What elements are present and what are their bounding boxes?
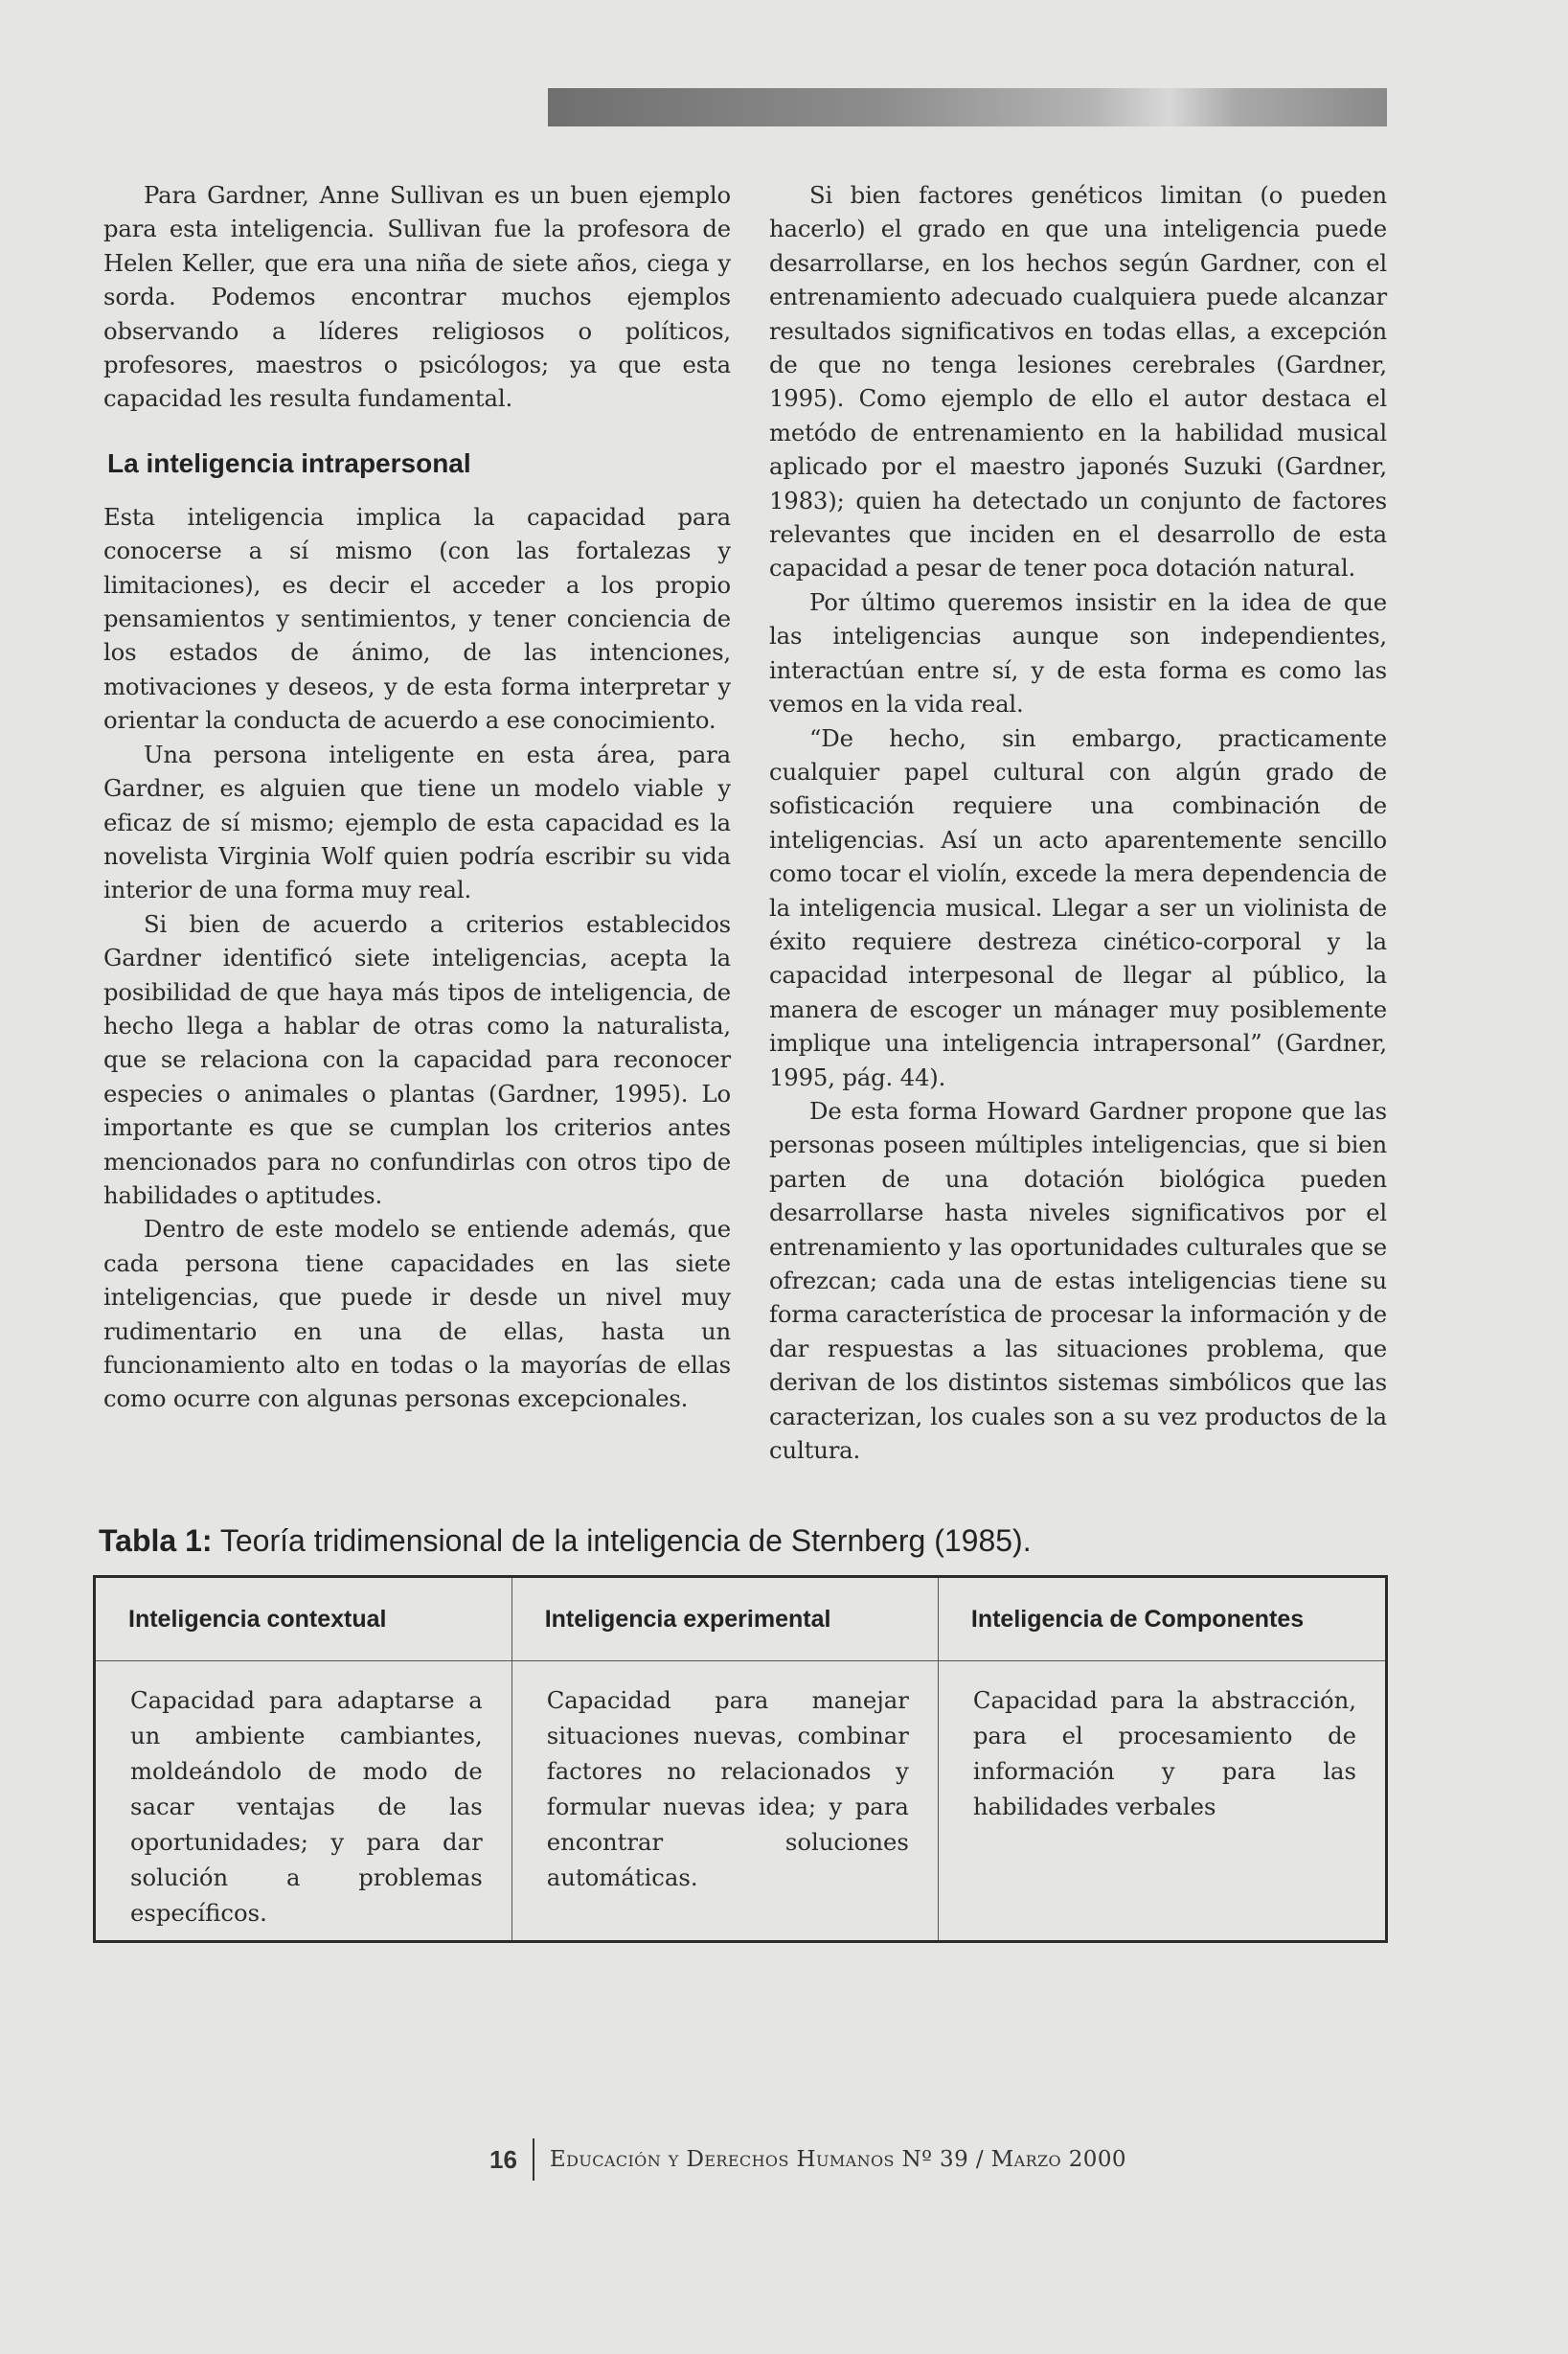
paragraph: Si bien de acuerdo a criterios establecidos Gardner identificó siete inteligencias, acepta la posibilidad de que haya más tipos de inteligencia, de hecho llega a hablar de otras como la naturalista, que se relaciona con la capacidad para reconocer especies o animales o plantas (Gardner, 1995). Lo importante es que se cumplan los criterios antes mencionados para no confundirlas con otros tipo de habilidades o aptitudes. <box>103 909 731 1209</box>
table-caption <box>99 1523 1032 1559</box>
footer-divider <box>533 2138 534 2181</box>
table-header-row <box>95 1577 1387 1661</box>
paragraph: Si bien factores genéticos limitan (o pueden hacerlo) el grado en que una inteligencia puede desarrollarse, en los hechos según Gardner, con el entrenamiento adecuado cualquiera puede alcanzar resultados significativos en todas ellas, a excepción de que no tenga lesiones cerebrales (Gardner, 1995). Como ejemplo de ello el autor destaca el metódo de entrenamiento en la habilidad musical aplicado por el maestro japonés Suzuki (Gardner, 1983); quien ha detectado un conjunto de factores relevantes que inciden en el desarrollo de esta capacidad a pesar de tener poca dotación natural. <box>769 181 1387 583</box>
left-column <box>103 178 731 1416</box>
header-decorative-bar <box>548 88 1387 126</box>
table <box>93 1575 1388 1943</box>
table-cell: Capacidad para manejar situaciones nuevas, combinar factores no relacionados y formular nuevas idea; y para encontrar soluciones automáticas. <box>511 1661 938 1942</box>
table-header-cell: Inteligencia contextual <box>95 1577 512 1661</box>
table-header-cell: Inteligencia experimental <box>511 1577 938 1661</box>
paragraph: Esta inteligencia implica la capacidad para conocerse a sí mismo (con las fortalezas y limitaciones), es decir el acceder a los propio pensamientos y sentimientos, y tener conciencia de los estados de ánimo, de las intenciones, motivaciones y deseos, y de esta forma interpretar y orientar la conducta de acuerdo a ese conocimiento. <box>103 502 731 735</box>
paragraph: Por último queremos insistir en la idea de que las inteligencias aunque son independientes, interactúan entre sí, y de esta forma es como las vemos en la vida real. <box>769 587 1387 719</box>
table-cell: Capacidad para adaptarse a un ambiente cambiantes, moldeándolo de modo de sacar ventajas de las oportunidades; y para dar solución a problemas específicos. <box>95 1661 512 1942</box>
section-heading: La inteligencia intrapersonal <box>107 447 471 478</box>
page-number: 16 <box>489 2144 517 2174</box>
paragraph: Una persona inteligente en esta área, para Gardner, es alguien que tiene un modelo viable y eficaz de sí mismo; ejemplo de esta capacidad es la novelista Virginia Wolf quien podría escribir su vida interior de una forma muy real. <box>103 740 731 904</box>
table-header-cell: Inteligencia de Componentes <box>938 1577 1386 1661</box>
table-cell: Capacidad para la abstracción, para el procesamiento de información y para las habilidades verbales <box>938 1661 1386 1942</box>
publication-info: Educación y Derechos Humanos Nº 39 / Marzo 2000 <box>549 2147 1126 2172</box>
page-footer <box>489 2138 1126 2181</box>
paragraph: Para Gardner, Anne Sullivan es un buen ejemplo para esta inteligencia. Sullivan fue la profesora de Helen Keller, que era una niña de siete años, ciega y sorda. Podemos encontrar muchos ejemplos observando a líderes religiosos o políticos, profesores, maestros o psicólogos; ya que esta capacidad les resulta fundamental. <box>103 181 731 413</box>
paragraph: Dentro de este modelo se entiende además, que cada persona tiene capacidades en las siete inteligencias, que puede ir desde un nivel muy rudimentario en una de ellas, hasta un funcionamiento alto en todas o la mayorías de ellas como ocurre con algunas personas excepcionales. <box>103 1215 731 1413</box>
paragraph: “De hecho, sin embargo, practicamente cualquier papel cultural con algún grado de sofisticación requiere una combinación de inteligencias. Así un acto aparentemente sencillo como tocar el violín, excede la mera dependencia de la inteligencia musical. Llegar a ser un violinista de éxito requiere destreza cinético-corporal y la capacidad interpesonal de llegar al público, la manera de escoger un mánager muy posiblemente implique una inteligencia intrapersonal” (Gardner, 1995, pág. 44). <box>769 723 1387 1091</box>
table-caption-text: Teoría tridimensional de la inteligencia de Sternberg (1985). <box>212 1523 1032 1558</box>
sternberg-table <box>93 1575 1388 1930</box>
paragraph: De esta forma Howard Gardner propone que las personas poseen múltiples inteligencias, que si bien parten de una dotación biológica pueden desarrollarse hasta niveles significativos por el entrenamiento y las oportunidades culturales que se ofrezcan; cada una de estas inteligencias tiene su forma característica de procesar la información y de dar respuestas a las situaciones problema, que derivan de los distintos sistemas simbólicos que las caracterizan, los cuales son a su vez productos de la cultura. <box>769 1096 1387 1465</box>
right-column <box>769 178 1387 1467</box>
table-row <box>95 1661 1387 1942</box>
table-caption-label: Tabla 1: <box>99 1523 213 1558</box>
